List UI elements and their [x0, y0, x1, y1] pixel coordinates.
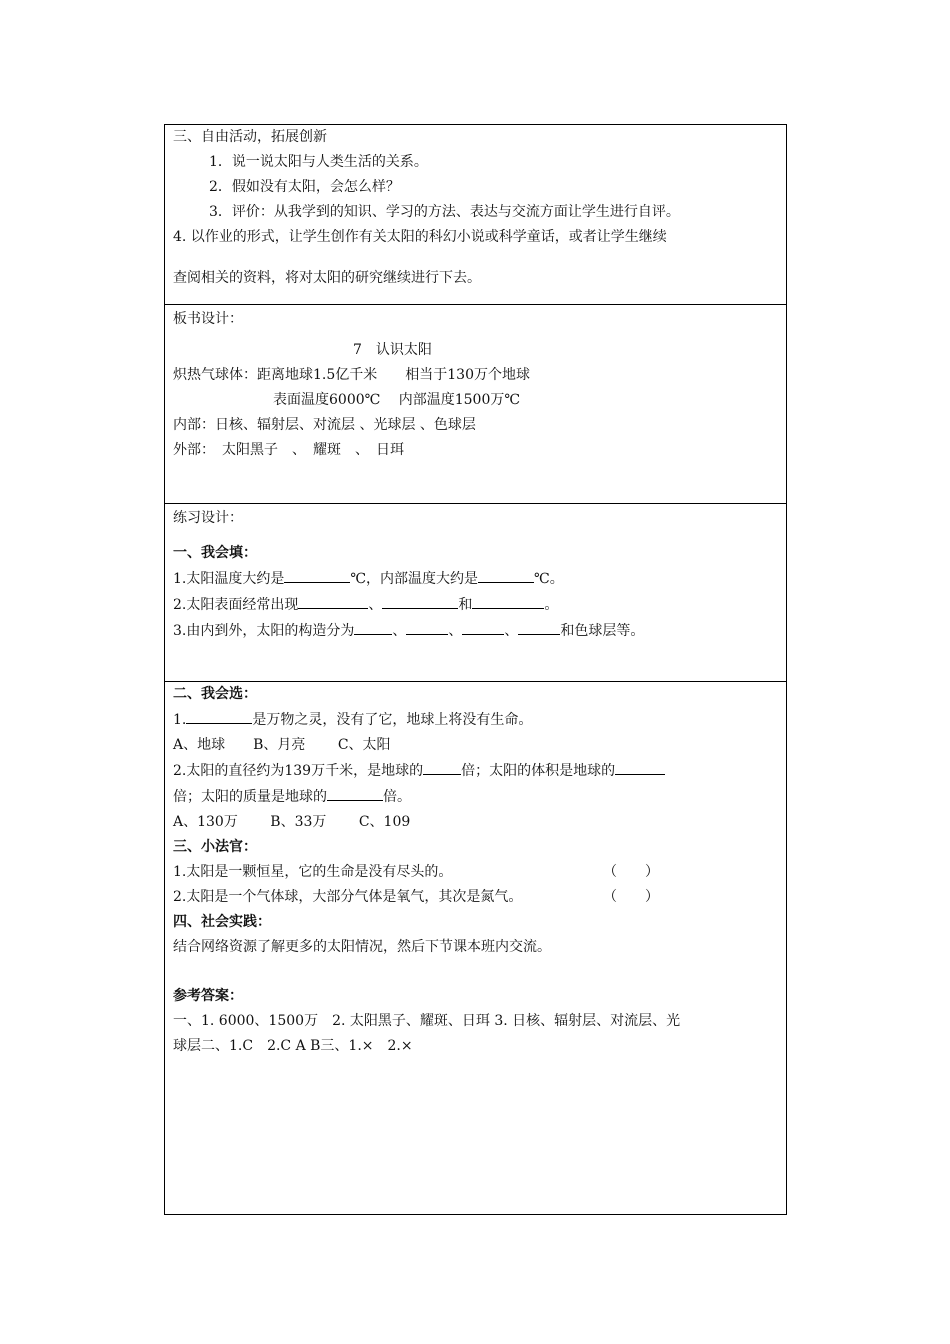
- choose-blank[interactable]: [327, 784, 383, 801]
- fill-q2-end: 。: [544, 597, 559, 613]
- fill-question-3: [173, 618, 778, 644]
- social-heading: 四、社会实践：: [173, 914, 271, 930]
- fill-blank[interactable]: [472, 592, 544, 609]
- fill-blank[interactable]: [478, 566, 534, 583]
- judge-q2-text: 2.太阳是一个气体球，大部分气体是氧气，其次是氮气。: [173, 889, 523, 905]
- choose-q2-options: A、130万 B、33万 C、109: [173, 814, 411, 830]
- choose-q2-text-a: 2.太阳的直径约为139万千米，是地球的: [173, 763, 424, 779]
- board-cell: [165, 304, 786, 503]
- choose-blank[interactable]: [186, 707, 252, 724]
- judge-q1-text: 1.太阳是一颗恒星，它的生命是没有尽头的。: [173, 864, 453, 880]
- exercises-cell: [165, 681, 786, 1214]
- answers-heading: 参考答案：: [173, 988, 243, 1004]
- choose-question-2-cont: [173, 784, 778, 810]
- choose-q2-text-c: 倍；太阳的质量是地球的: [173, 789, 327, 805]
- fill-q3-sep: 、: [504, 623, 519, 639]
- fill-blank[interactable]: [284, 566, 350, 583]
- fill-blank[interactable]: [382, 592, 458, 609]
- choose-question-2: [173, 758, 778, 784]
- answers-line-1: 一、1. 6000、1500万 2. 太阳黑子、耀斑、日珥 3. 日核、辐射层、对流层、光: [173, 1013, 681, 1029]
- judge-q1-paren[interactable]: （ ）: [603, 864, 659, 880]
- judge-question-2: [173, 885, 778, 910]
- activity-item-3: 3．评价：从我学到的知识、学习的方法、表达与交流方面让学生进行自评。: [209, 204, 680, 220]
- choose-q2-text-b: 倍；太阳的体积是地球的: [461, 763, 616, 779]
- fill-q1-text-c: ℃。: [534, 571, 564, 587]
- practice-cell: [165, 503, 786, 681]
- choose-blank[interactable]: [615, 758, 665, 775]
- fill-blank[interactable]: [354, 618, 392, 635]
- fill-q1-text-a: 1.太阳温度大约是: [173, 571, 285, 587]
- fill-q1-text-b: ℃，内部温度大约是: [350, 571, 479, 587]
- fill-blank[interactable]: [406, 618, 448, 635]
- board-line-3: 内部：日核、辐射层、对流层 、光球层 、色球层: [173, 417, 476, 433]
- fill-question-2: [173, 592, 778, 618]
- board-line-1: 炽热气球体：距离地球1.5亿千米 相当于130万个地球: [173, 367, 530, 383]
- activity-heading: 三、自由活动，拓展创新: [173, 129, 327, 145]
- fill-q3-sep: 、: [448, 623, 463, 639]
- answers-line-2: 球层二、1.C 2.C A B三、1.× 2.×: [173, 1038, 413, 1054]
- choose-heading: 二、我会选：: [173, 686, 257, 702]
- choose-q1-num: 1.: [173, 712, 187, 728]
- fill-heading: 一、我会填：: [173, 545, 257, 561]
- fill-q3-end: 和色球层等。: [560, 623, 645, 639]
- fill-blank[interactable]: [462, 618, 504, 635]
- practice-label: 练习设计：: [173, 510, 243, 526]
- board-label: 板书设计：: [173, 311, 243, 327]
- fill-blank[interactable]: [518, 618, 560, 635]
- board-line-2: 表面温度6000℃ 内部温度1500万℃: [273, 392, 521, 408]
- fill-q2-text-a: 2.太阳表面经常出现: [173, 597, 299, 613]
- activity-item-4-cont: 查阅相关的资料，将对太阳的研究继续进行下去。: [173, 270, 481, 286]
- lesson-table: [164, 124, 787, 1215]
- fill-blank[interactable]: [298, 592, 368, 609]
- fill-question-1: [173, 566, 778, 592]
- activity-item-1: 1．说一说太阳与人类生活的关系。: [209, 154, 428, 170]
- fill-q3-sep: 、: [392, 623, 407, 639]
- activity-item-2: 2．假如没有太阳，会怎么样？: [209, 179, 400, 195]
- judge-question-1: [173, 860, 778, 885]
- choose-q2-text-d: 倍。: [383, 789, 411, 805]
- fill-q2-sep: 、: [368, 597, 383, 613]
- fill-q3-text-a: 3.由内到外，太阳的构造分为: [173, 623, 355, 639]
- board-line-4: 外部： 太阳黑子 、 耀斑 、 日珥: [173, 442, 404, 458]
- fill-q2-and: 和: [458, 597, 473, 613]
- activity-cell: [165, 125, 786, 304]
- social-text: 结合网络资源了解更多的太阳情况，然后下节课本班内交流。: [173, 939, 551, 955]
- choose-question-1: [173, 707, 778, 733]
- choose-blank[interactable]: [423, 758, 461, 775]
- activity-item-4: 4. 以作业的形式，让学生创作有关太阳的科幻小说或科学童话，或者让学生继续: [173, 229, 667, 245]
- board-title: 7 认识太阳: [353, 342, 432, 358]
- choose-q1-text: 是万物之灵，没有了它，地球上将没有生命。: [252, 712, 533, 728]
- judge-q2-paren[interactable]: （ ）: [603, 889, 659, 905]
- choose-q1-options: A、地球 B、月亮 C、太阳: [173, 737, 391, 753]
- judge-heading: 三、小法官：: [173, 839, 257, 855]
